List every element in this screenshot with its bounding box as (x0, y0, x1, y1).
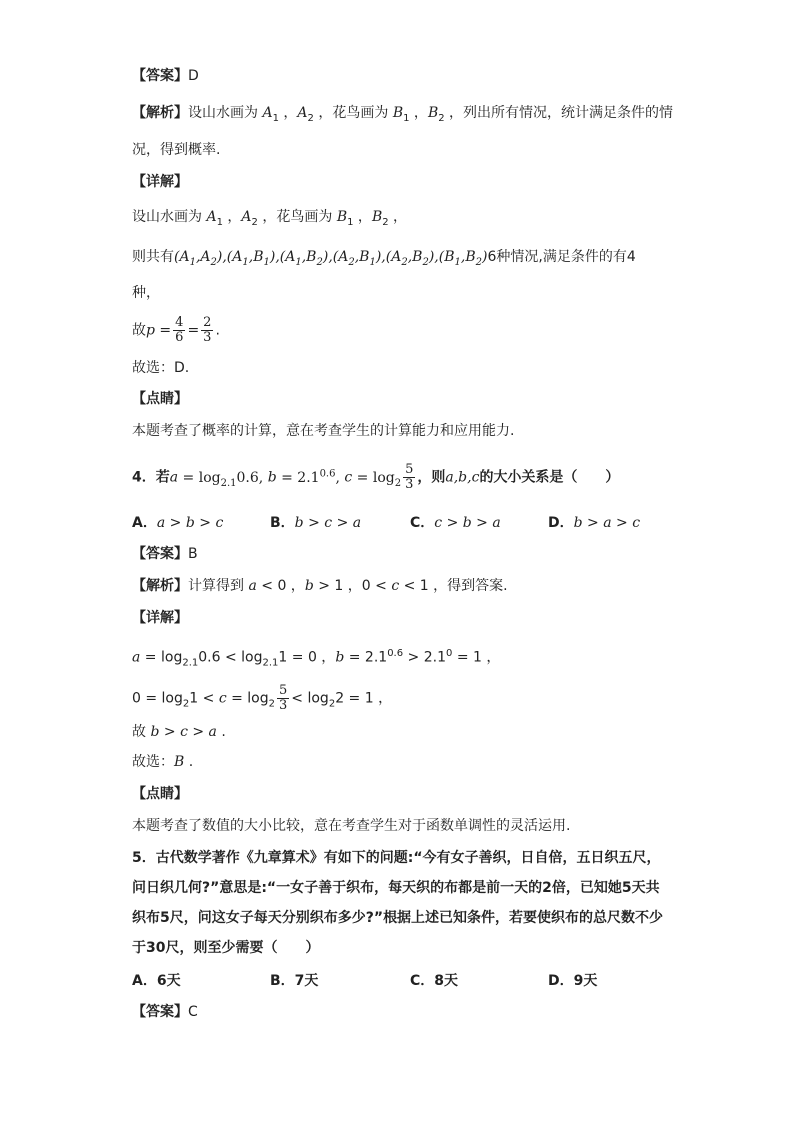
q5-line-1: 5．古代数学著作《九章算术》有如下的问题:“今有女子善织，日自倍，五日织五尺， (132, 850, 661, 866)
comment-label: 【点睛】 (132, 391, 188, 407)
q5-option-a[interactable]: A．6天 (132, 973, 181, 989)
q4-answer-line: 【答案】B (132, 546, 198, 562)
q5-option-c[interactable]: C．8天 (410, 973, 459, 989)
q5-answer: C (188, 1004, 198, 1020)
q4-option-c[interactable]: C．c > b > a (410, 515, 501, 531)
q3-analysis-line (132, 103, 673, 129)
q5-option-b[interactable]: B．7天 (270, 973, 319, 989)
detail-label: 【详解】 (132, 174, 188, 190)
q4-detail-1: $a = \log_{2.1}0.6 < \log_{2.1}1 = 0$ ，$b = 2.1^{0.6} > 2.1^0 = 1$ ， (132, 648, 501, 669)
q3-detail-2: 则共有$(A_1,A_2),(A_1,B_1),(A_1,B_2),(A_2,B_1),(A_2,B_2),(B_1,B_2)6$种情况,满足条件的有4 (132, 249, 636, 268)
analysis-label: 【解析】 (132, 105, 188, 121)
q4-detail-3: 故 b > c > a . (132, 724, 226, 740)
q4-option-b[interactable]: B．b > c > a (270, 515, 362, 531)
q4-detail-label: 【详解】 (132, 610, 188, 626)
q5-line-4: 于30尺，则至少需要（ ） (132, 940, 320, 956)
q4-comment: 本题考查了数值的大小比较，意在考查学生对于函数单调性的灵活运用. (132, 818, 571, 834)
q3-analysis-cont: 况，得到概率. (132, 142, 221, 158)
q3-answer: D (188, 68, 199, 84)
q5-answer-line: 【答案】C (132, 1004, 198, 1020)
q4-stem: 4．若$a = \log_{2.1}0.6$, $b = 2.1^{0.6}$, $c = \log_2$ $\frac{5}{3}$ ，则a,b,c的大小关系是（ ） (132, 462, 620, 492)
q3-detail-2-cont: 种， (132, 285, 160, 301)
q4-conclusion: 故选：B . (132, 754, 194, 770)
q4-analysis-line: 【解析】计算得到 a < 0 ，b > 1 ，0 < c < 1 ，得到答案. (132, 578, 508, 594)
q3-analysis: 设山水画为 $A_1$ ，$A_2$ ，花鸟画为 $B_1$ ，$B_2$ ，列出所有情况，统计满足条件的情 (188, 105, 674, 124)
q4-option-a[interactable]: A．a > b > c (132, 515, 224, 531)
q3-conclusion: 故选：D. (132, 360, 190, 376)
q4-detail-2: $0 = \log_21 < c = \log_2$ $\frac{5}{3}$ < $\log_22 = 1$ ， (132, 683, 393, 713)
q3-comment: 本题考查了概率的计算，意在考查学生的计算能力和应用能力. (132, 423, 515, 439)
q5-line-3: 织布5尺，问这女子每天分别织布多少?”根据上述已知条件，若要使织布的总尺数不少 (132, 910, 664, 926)
answer-label: 【答案】 (132, 68, 188, 84)
q5-option-d[interactable]: D．9天 (548, 973, 598, 989)
q3-detail-1: 设山水画为 $A_1$ ，$A_2$ ，花鸟画为 $B_1$ ，$B_2$ ， (132, 209, 408, 228)
q4-answer: B (188, 546, 198, 562)
q3-detail-3: 故p = $\frac{4}{6}$ = $\frac{2}{3}$ . (132, 315, 220, 345)
q4-option-d[interactable]: D．b > a > c (548, 515, 641, 531)
q5-line-2: 问日织几何?”意思是:“一女子善于织布，每天织的布都是前一天的2倍，已知她5天共 (132, 880, 660, 896)
q3-answer-line (132, 66, 199, 86)
q4-comment-label: 【点睛】 (132, 786, 188, 802)
